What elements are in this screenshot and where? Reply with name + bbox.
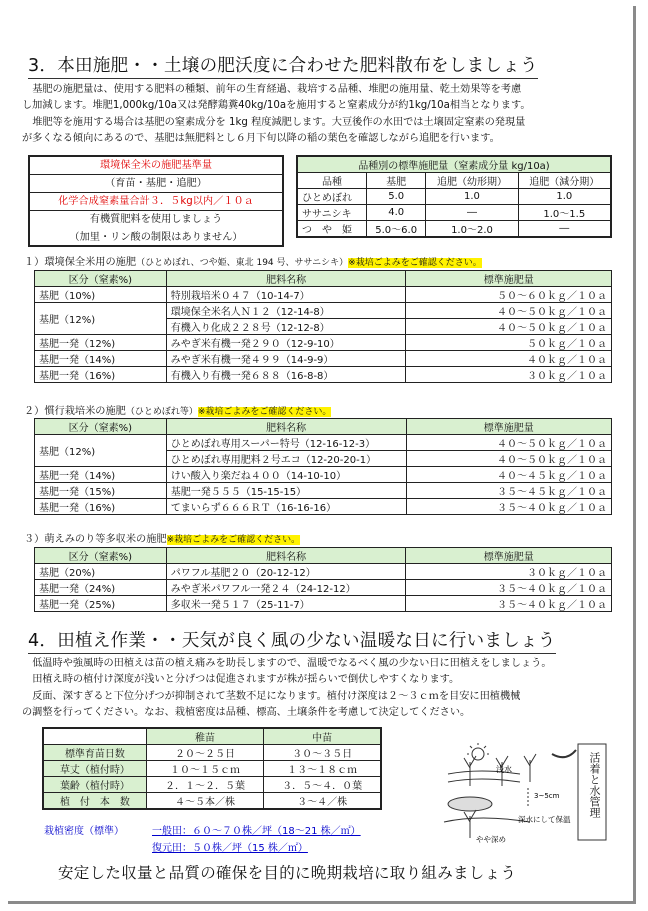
variety-table (296, 155, 612, 238)
table-row (35, 596, 612, 612)
row-category: 基肥一発（14%) (35, 467, 167, 483)
seedling-header-cell: 稚苗 (146, 728, 263, 745)
table-header-cell: 区分（窒素%) (35, 548, 167, 564)
sub1-heading (24, 253, 482, 268)
env-box-title: 環境保全米の施肥基準量 (30, 157, 282, 175)
row-category: 基肥（12%) (35, 435, 167, 467)
row-fertilizer: 特別栽培米０４７（10-14-7） (166, 287, 406, 303)
row-fertilizer: 有機入り化成２２８号（12-12-8） (166, 319, 406, 335)
seedling-label: 葉齢（植付時） (43, 777, 146, 793)
illus-banner: 活着と水管理 (588, 752, 601, 818)
illus-deep: 深水にして保温 (518, 815, 571, 824)
variety-cell: 1.0 (518, 189, 611, 205)
section3-para-4: が多くなる傾向にあるので、基肥は無肥料とし６月下旬以降の稲の葉色を確認しながら追肥を行います。 (22, 132, 500, 144)
section3-title: 3．本田施肥・・土壌の肥沃度に合わせた肥料散布をしましょう (28, 52, 538, 79)
table-row (35, 467, 612, 483)
row-category: 基肥（12%) (35, 303, 167, 335)
row-amount: ４０～４５ｋｇ／１０ａ (406, 467, 611, 483)
row-category: 基肥（20%) (35, 564, 167, 580)
row-category: 基肥一発（25%) (35, 596, 167, 612)
sub3-table (34, 547, 612, 612)
env-standard-box (28, 155, 284, 247)
table-row (35, 287, 612, 303)
sub1-varieties: （ひとめぼれ、つや姫、東北 194 号、ササニシキ） (136, 258, 349, 268)
seedling-cell: ２．１～２．５葉 (146, 777, 263, 793)
row-fertilizer: ひとめぼれ専用スーパー特号（12-16-12-3） (166, 435, 406, 451)
seedling-cell: ３～４／株 (264, 793, 381, 810)
density-restored: 復元田：５０株／坪（15 株／㎡） (152, 843, 308, 854)
variety-cell: ― (518, 221, 611, 238)
table-row (35, 564, 612, 580)
row-amount: ４０～５０ｋｇ／１０ａ (406, 319, 612, 335)
table-row (43, 793, 381, 810)
table-header-cell: 肥料名称 (166, 548, 406, 564)
seedling-cell: １３～１８ｃｍ (264, 761, 381, 777)
row-amount: ３５～４０ｋｇ／１０ａ (406, 580, 612, 596)
table-row (35, 351, 612, 367)
variety-cell: 5.0 (367, 189, 426, 205)
row-fertilizer: 環境保全米名人Ｎ１２（12-14-8） (166, 303, 406, 319)
table-header-cell: 標準施肥量 (406, 271, 612, 287)
table-row (43, 777, 381, 793)
variety-name: つ や 姫 (297, 221, 367, 238)
row-fertilizer: みやぎ米有機一発２９０（12-9-10） (166, 335, 406, 351)
illus-shallow: 浅水 (496, 765, 512, 774)
section4-para-2: 田植え時の植付け深度が浅いと分げつは促進されますが株が揺らいで倒伏しやすくなります。 (32, 674, 460, 686)
table-row (35, 435, 612, 451)
sub1-note: ※栽培ごよみをご確認ください。 (348, 258, 482, 268)
sub1-title: １）環境保全米用の施肥 (24, 257, 137, 268)
table-row (35, 580, 612, 596)
illus-depth: 3~5cm (534, 792, 560, 800)
table-row (297, 189, 611, 205)
sub2-note: ※栽培ごよみをご確認ください。 (197, 407, 332, 417)
row-amount: ４０～５０ｋｇ／１０ａ (406, 451, 611, 467)
table-row (35, 335, 612, 351)
density-normal: 一般田：６０～７０株／坪（18～21 株／㎡） (152, 826, 361, 837)
section3-body (22, 82, 622, 147)
variety-cell: 4.0 (367, 205, 426, 221)
row-fertilizer: 有機入り有機一発６８８（16-8-8） (166, 367, 406, 383)
seedling-label: 植 付 本 数 (43, 793, 146, 810)
row-fertilizer: けい酸入り楽だね４００（14-10-10） (166, 467, 406, 483)
seedling-label: 標準育苗日数 (43, 745, 146, 761)
variety-cell: ― (426, 205, 518, 221)
row-amount: ４０～５０ｋｇ／１０ａ (406, 435, 611, 451)
sub2-table (34, 418, 612, 515)
variety-name: ササニシキ (297, 205, 367, 221)
row-amount: ４０ｋｇ／１０ａ (406, 351, 612, 367)
seedling-header-cell: 中苗 (264, 728, 381, 745)
row-fertilizer: ひとめぼれ専用肥料２号エコ（12-20-20-1） (166, 451, 406, 467)
sub3-title: ３）萌えみのり等多収米の施肥 (24, 534, 167, 545)
row-amount: ５０ｋｇ／１０ａ (406, 335, 612, 351)
env-box-limit: 化学合成窒素量合計３．５kg以内／１０ａ (30, 193, 282, 211)
variety-cell: 1.0～1.5 (518, 205, 611, 221)
env-box-note1: 有機質肥料を使用しましょう (89, 214, 223, 225)
table-header-cell: 区分（窒素%) (35, 419, 167, 435)
seedling-header-cell (43, 728, 146, 745)
table-row (35, 367, 612, 383)
row-category: 基肥一発（14%) (35, 351, 167, 367)
table-row (297, 221, 611, 238)
section4-para-4: の調整を行ってください。なお、栽植密度は品種、標高、土壌条件を考慮して決定してください。 (22, 706, 471, 718)
seedling-cell: ３０～３５日 (264, 745, 381, 761)
env-box-sub: （育苗・基肥・追肥） (30, 175, 282, 193)
seedling-table (42, 727, 382, 810)
table-row (43, 761, 381, 777)
table-row (297, 205, 611, 221)
row-category: 基肥一発（16%) (35, 499, 167, 515)
table-header-cell: 肥料名称 (166, 419, 406, 435)
table-header-cell: 標準施肥量 (406, 419, 611, 435)
table-row (35, 499, 612, 515)
row-fertilizer: てまいらず６６６ＲＴ（16-16-16） (166, 499, 406, 515)
row-amount: ４０～５０ｋｇ／１０ａ (406, 303, 612, 319)
row-amount: ３５～４５ｋｇ／１０ａ (406, 483, 611, 499)
variety-cell: 1.0 (426, 189, 518, 205)
variety-name: ひとめぼれ (297, 189, 367, 205)
sub3-note: ※栽培ごよみをご確認ください。 (166, 535, 301, 545)
section4-body (22, 656, 622, 721)
variety-table-title: 品種別の標準施肥量（窒素成分量 kg/10a) (297, 156, 611, 173)
sub2-title: ２）慣行栽培米の施肥 (24, 406, 126, 417)
sub2-varieties: （ひとめぼれ等） (125, 407, 198, 417)
table-row (35, 303, 612, 319)
row-category: 基肥一発（12%) (35, 335, 167, 351)
transplanting-illustration (440, 742, 610, 848)
sub1-table (34, 270, 612, 383)
variety-header-cell: 品種 (297, 173, 367, 189)
seedling-cell: １０～１５ｃｍ (146, 761, 263, 777)
row-category: 基肥一発（15%) (35, 483, 167, 499)
seedling-cell: ２０～２５日 (146, 745, 263, 761)
row-amount: ３５～４０ｋｇ／１０ａ (406, 499, 611, 515)
row-fertilizer: パワフル基肥２０（20-12-12） (166, 564, 406, 580)
row-amount: ５０～６０ｋｇ／１０ａ (406, 287, 612, 303)
seedling-label: 草丈（植付時） (43, 761, 146, 777)
row-amount: ３０ｋｇ／１０ａ (406, 564, 612, 580)
section3-para-3: 堆肥等を施用する場合は基肥の窒素成分を 1kg 程度減肥します。大豆後作の水田では土壌固定窒素の発現量 (32, 116, 526, 128)
row-fertilizer: みやぎ米有機一発４９９（14-9-9） (166, 351, 406, 367)
row-fertilizer: みやぎ米パワフル一発２４（24-12-12） (166, 580, 406, 596)
table-header-cell: 区分（窒素%) (35, 271, 167, 287)
row-fertilizer: 多収米一発５１７（25-11-7） (166, 596, 406, 612)
variety-cell: 5.0～6.0 (367, 221, 426, 238)
seedling-cell: ４～５本／株 (146, 793, 263, 810)
row-fertilizer: 基肥一発５５５（15-15-15） (166, 483, 406, 499)
table-header-cell: 肥料名称 (166, 271, 406, 287)
density-label: 栽植密度（標準） (44, 826, 124, 837)
sun-icon (467, 743, 489, 760)
variety-cell: 1.0～2.0 (426, 221, 518, 238)
sub3-heading (24, 530, 300, 545)
illus-bottom: やや深め (476, 835, 506, 844)
row-amount: ３５～４０ｋｇ／１０ａ (406, 596, 612, 612)
row-category: 基肥一発（24%) (35, 580, 167, 596)
table-row (43, 745, 381, 761)
variety-header-cell: 追肥（減分期） (518, 173, 611, 189)
row-category: 基肥一発（16%) (35, 367, 167, 383)
section3-para-1: 基肥の施肥量は、使用する肥料の種類、前年の生育経過、栽培する品種、堆肥の施用量、乾土効果等を考慮 (32, 84, 522, 95)
closing-message: 安定した収量と品質の確保を目的に晩期栽培に取り組みましょう (58, 864, 517, 882)
section4-para-3: 反面、深すぎると下位分げつが抑制されて茎数不足になります。植付け深度は２～３ｃｍを目安に田植機械 (32, 690, 521, 702)
section4-para-1: 低温時や強風時の田植えは苗の植え痛みを助長しますので、温暖でなるべく風の少ない日に田植えをしましょう。 (32, 658, 552, 669)
seedling-cell: ３．５～４．０葉 (264, 777, 381, 793)
variety-header-cell: 追肥（幼形期） (426, 173, 518, 189)
row-category: 基肥（10%) (35, 287, 167, 303)
row-amount: ３０ｋｇ／１０ａ (406, 367, 612, 383)
table-header-cell: 標準施肥量 (406, 548, 612, 564)
table-row (35, 483, 612, 499)
sub2-heading (24, 402, 331, 417)
variety-header-cell: 基肥 (367, 173, 426, 189)
section4-title: 4．田植え作業・・天気が良く風の少ない温暖な日に行いましょう (28, 627, 556, 654)
env-box-note2: （加里・リン酸の制限はありません） (69, 232, 243, 243)
section3-para-2: し加減します。堆肥1,000kg/10a又は発酵鶏糞40kg/10aを施用すると窒素成分が約1kg/10a相当となります。 (22, 100, 531, 112)
